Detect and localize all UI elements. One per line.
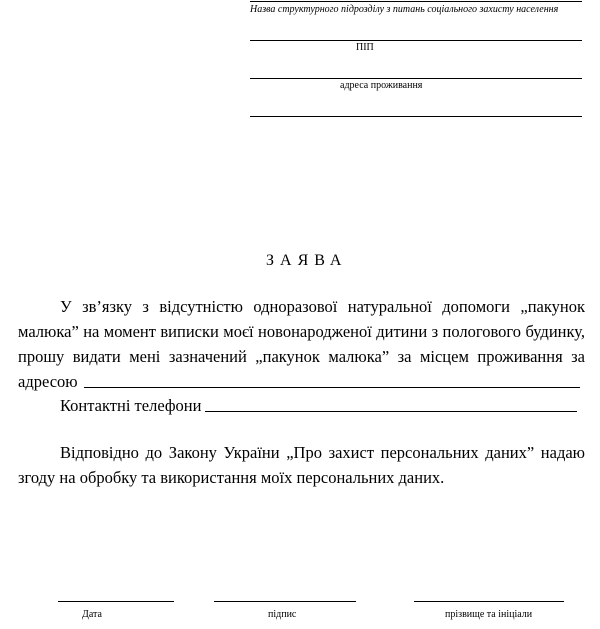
signature-label: підпис [268,609,297,620]
address-fill-line [84,387,580,388]
body-line-2 [18,322,585,342]
body-line-2-text: малюка” на момент виписки моєї новонародженої дитини з пологового будинку, [18,322,585,341]
body-line-3-text: прошу видати мені зазначений „пакунок малюка” за місцем проживання за [18,347,585,366]
header-top-line [250,1,582,2]
document-title: ЗАЯВА [266,252,348,269]
date-label: Дата [82,609,102,620]
phones-fill-line [205,411,577,412]
name-label: ПІП [356,42,374,53]
name-input-line [250,78,582,79]
address-input-line [250,116,582,117]
consent-line-1-text: Відповідно до Закону України „Про захист персональних даних” надаю [60,443,585,462]
department-label: Назва структурного підрозділу з питань соціального захисту населення [250,4,559,15]
body-line-3 [18,347,585,367]
department-input-line [250,40,582,41]
body-line-1-text: У зв’язку з відсутністю одноразової натуральної допомоги „пакунок [60,297,585,316]
phones-label: Контактні телефони [60,396,202,415]
address-prefix: адресою [18,372,78,391]
name-initials-line [414,601,564,602]
address-label: адреса проживання [340,80,423,91]
signature-line [214,601,356,602]
consent-line-1 [60,443,585,463]
name-initials-label: прізвище та ініціали [445,609,533,620]
date-line [58,601,174,602]
consent-line-2: згоду на обробку та використання моїх персональних даних. [18,468,445,487]
body-line-1 [60,297,585,317]
